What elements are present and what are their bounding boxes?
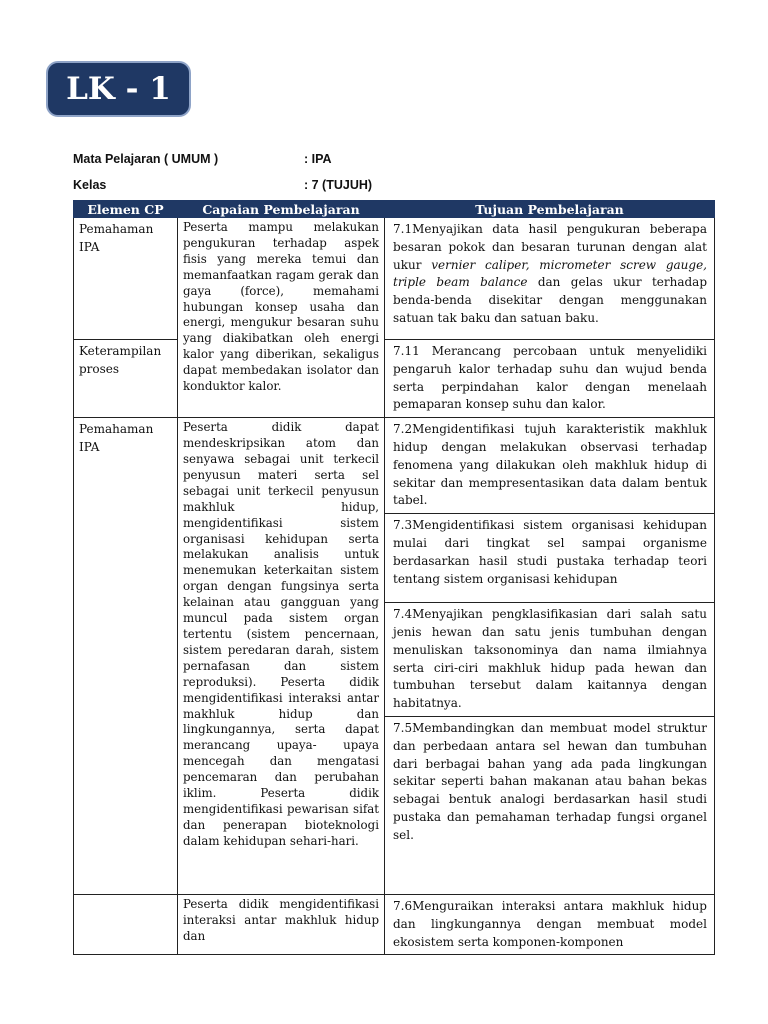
header-elemen-cp: Elemen CP <box>74 201 178 218</box>
capaian-cell: Peserta mampu melakukan pengukuran terhadap aspek fisis yang mereka temui dan memanfaatkan ragam gerak dan gaya (force), memahami hubungan konsep usaha dan energi, mengukur besaran suhu yang diakibatkan oleh energi kalor yang diberikan, sekaligus dapat membedakan isolator dan konduktor kalor. <box>178 218 385 418</box>
table-header-row <box>74 201 715 218</box>
elemen-cell: Pemahaman IPA <box>74 418 178 895</box>
capaian-cell: Peserta didik mengidentifikasi interaksi antar makhluk hidup dan <box>178 894 385 954</box>
class-value: : 7 (TUJUH) <box>304 178 373 192</box>
elemen-cell-empty <box>74 894 178 954</box>
table-row <box>74 418 715 514</box>
tujuan-cell-7-4: 7.4Menyajikan pengklasifikasian dari salah satu jenis hewan dan satu jenis tumbuhan dengan menuliskan taksonominya dan nama ilmiahnya serta ciri-ciri makhluk hidup pada hewan dan tumbuhan tersebut dalam kaitannya dengan habitatnya. <box>385 603 715 717</box>
elemen-cell: Keterampilan proses <box>74 340 178 418</box>
lk-badge-label: LK - 1 <box>66 71 171 107</box>
tujuan-cell-7-2: 7.2Mengidentifikasi tujuh karakteristik makhluk hidup dengan melakukan observasi terhadap fenomena yang dilakukan oleh makhluk hidup di sekitar dan mempresentasikan data dalam bentuk tabel. <box>385 418 715 514</box>
tujuan-cell-7-11: 7.11 Merancang percobaan untuk menyelidiki pengaruh kalor terhadap suhu dan wujud benda serta perpindahan kalor dengan menelaah pemaparan konsep suhu dan kalor. <box>385 340 715 418</box>
subject-label: Mata Pelajaran ( UMUM ) <box>73 152 219 166</box>
capaian-cell: Peserta didik dapat mendeskripsikan atom dan senyawa sebagai unit terkecil penyusun materi serta sel sebagai unit terkecil penyusun makhluk hidup, mengidentifikasi sistem organisasi kehidupan serta melakukan analisis untuk menemukan keterkaitan sistem organ dengan fungsinya serta kelainan atau gangguan yang muncul pada sistem organ tertentu (sistem pencernaan, sistem peredaran darah, sistem pernafasan dan sistem reproduksi). Peserta didik mengidentifikasi interaksi antar makhluk hidup dan lingkungannya, serta dapat merancang upaya- upaya mencegah dan mengatasi pencemaran dan perubahan iklim. Peserta didik mengidentifikasi pewarisan sifat dan penerapan bioteknologi dalam kehidupan sehari-hari. <box>178 418 385 895</box>
lk-badge <box>46 61 191 117</box>
table-row <box>74 218 715 340</box>
tujuan-cell-7-5: 7.5Membandingkan dan membuat model struktur dan perbedaan antara sel hewan dan tumbuhan dari berbagai bahan yang ada pada lingkungan sekitar seperti bahan makanan atau bahan bekas sebagai bentuk analogi berdasarkan hasil studi pustaka dan pemahaman terhadap fungsi organel sel. <box>385 716 715 894</box>
header-tujuan: Tujuan Pembelajaran <box>385 201 715 218</box>
class-label: Kelas <box>73 178 107 192</box>
tujuan-7-1-text-end: dan gelas ukur terhadap benda-benda disekitar dengan menggunakan satuan tak baku dan satuan baku. <box>393 275 707 325</box>
tujuan-cell-7-1 <box>385 218 715 340</box>
subject-value: : IPA <box>304 152 332 166</box>
tujuan-cell-7-6: 7.6Menguraikan interaksi antara makhluk hidup dan lingkungannya dengan membuat model ekosistem serta komponen-komponen <box>385 894 715 954</box>
header-capaian: Capaian Pembelajaran <box>178 201 385 218</box>
table-row <box>74 894 715 954</box>
tujuan-7-1-text: 7.1Menyajikan data hasil pengukuran beberapa besaran pokok dan besaran turunan dengan alat ukur <box>393 222 707 272</box>
learning-objectives-table <box>73 200 715 955</box>
table-row <box>74 340 715 418</box>
tujuan-cell-7-3: 7.3Mengidentifikasi sistem organisasi kehidupan mulai dari tingkat sel sampai organisme berdasarkan hasil studi pustaka terhadap teori tentang sistem organisasi kehidupan <box>385 514 715 603</box>
tujuan-7-1-instruments: vernier caliper, micrometer screw gauge, triple beam balance <box>393 257 707 290</box>
elemen-cell: Pemahaman IPA <box>74 218 178 340</box>
